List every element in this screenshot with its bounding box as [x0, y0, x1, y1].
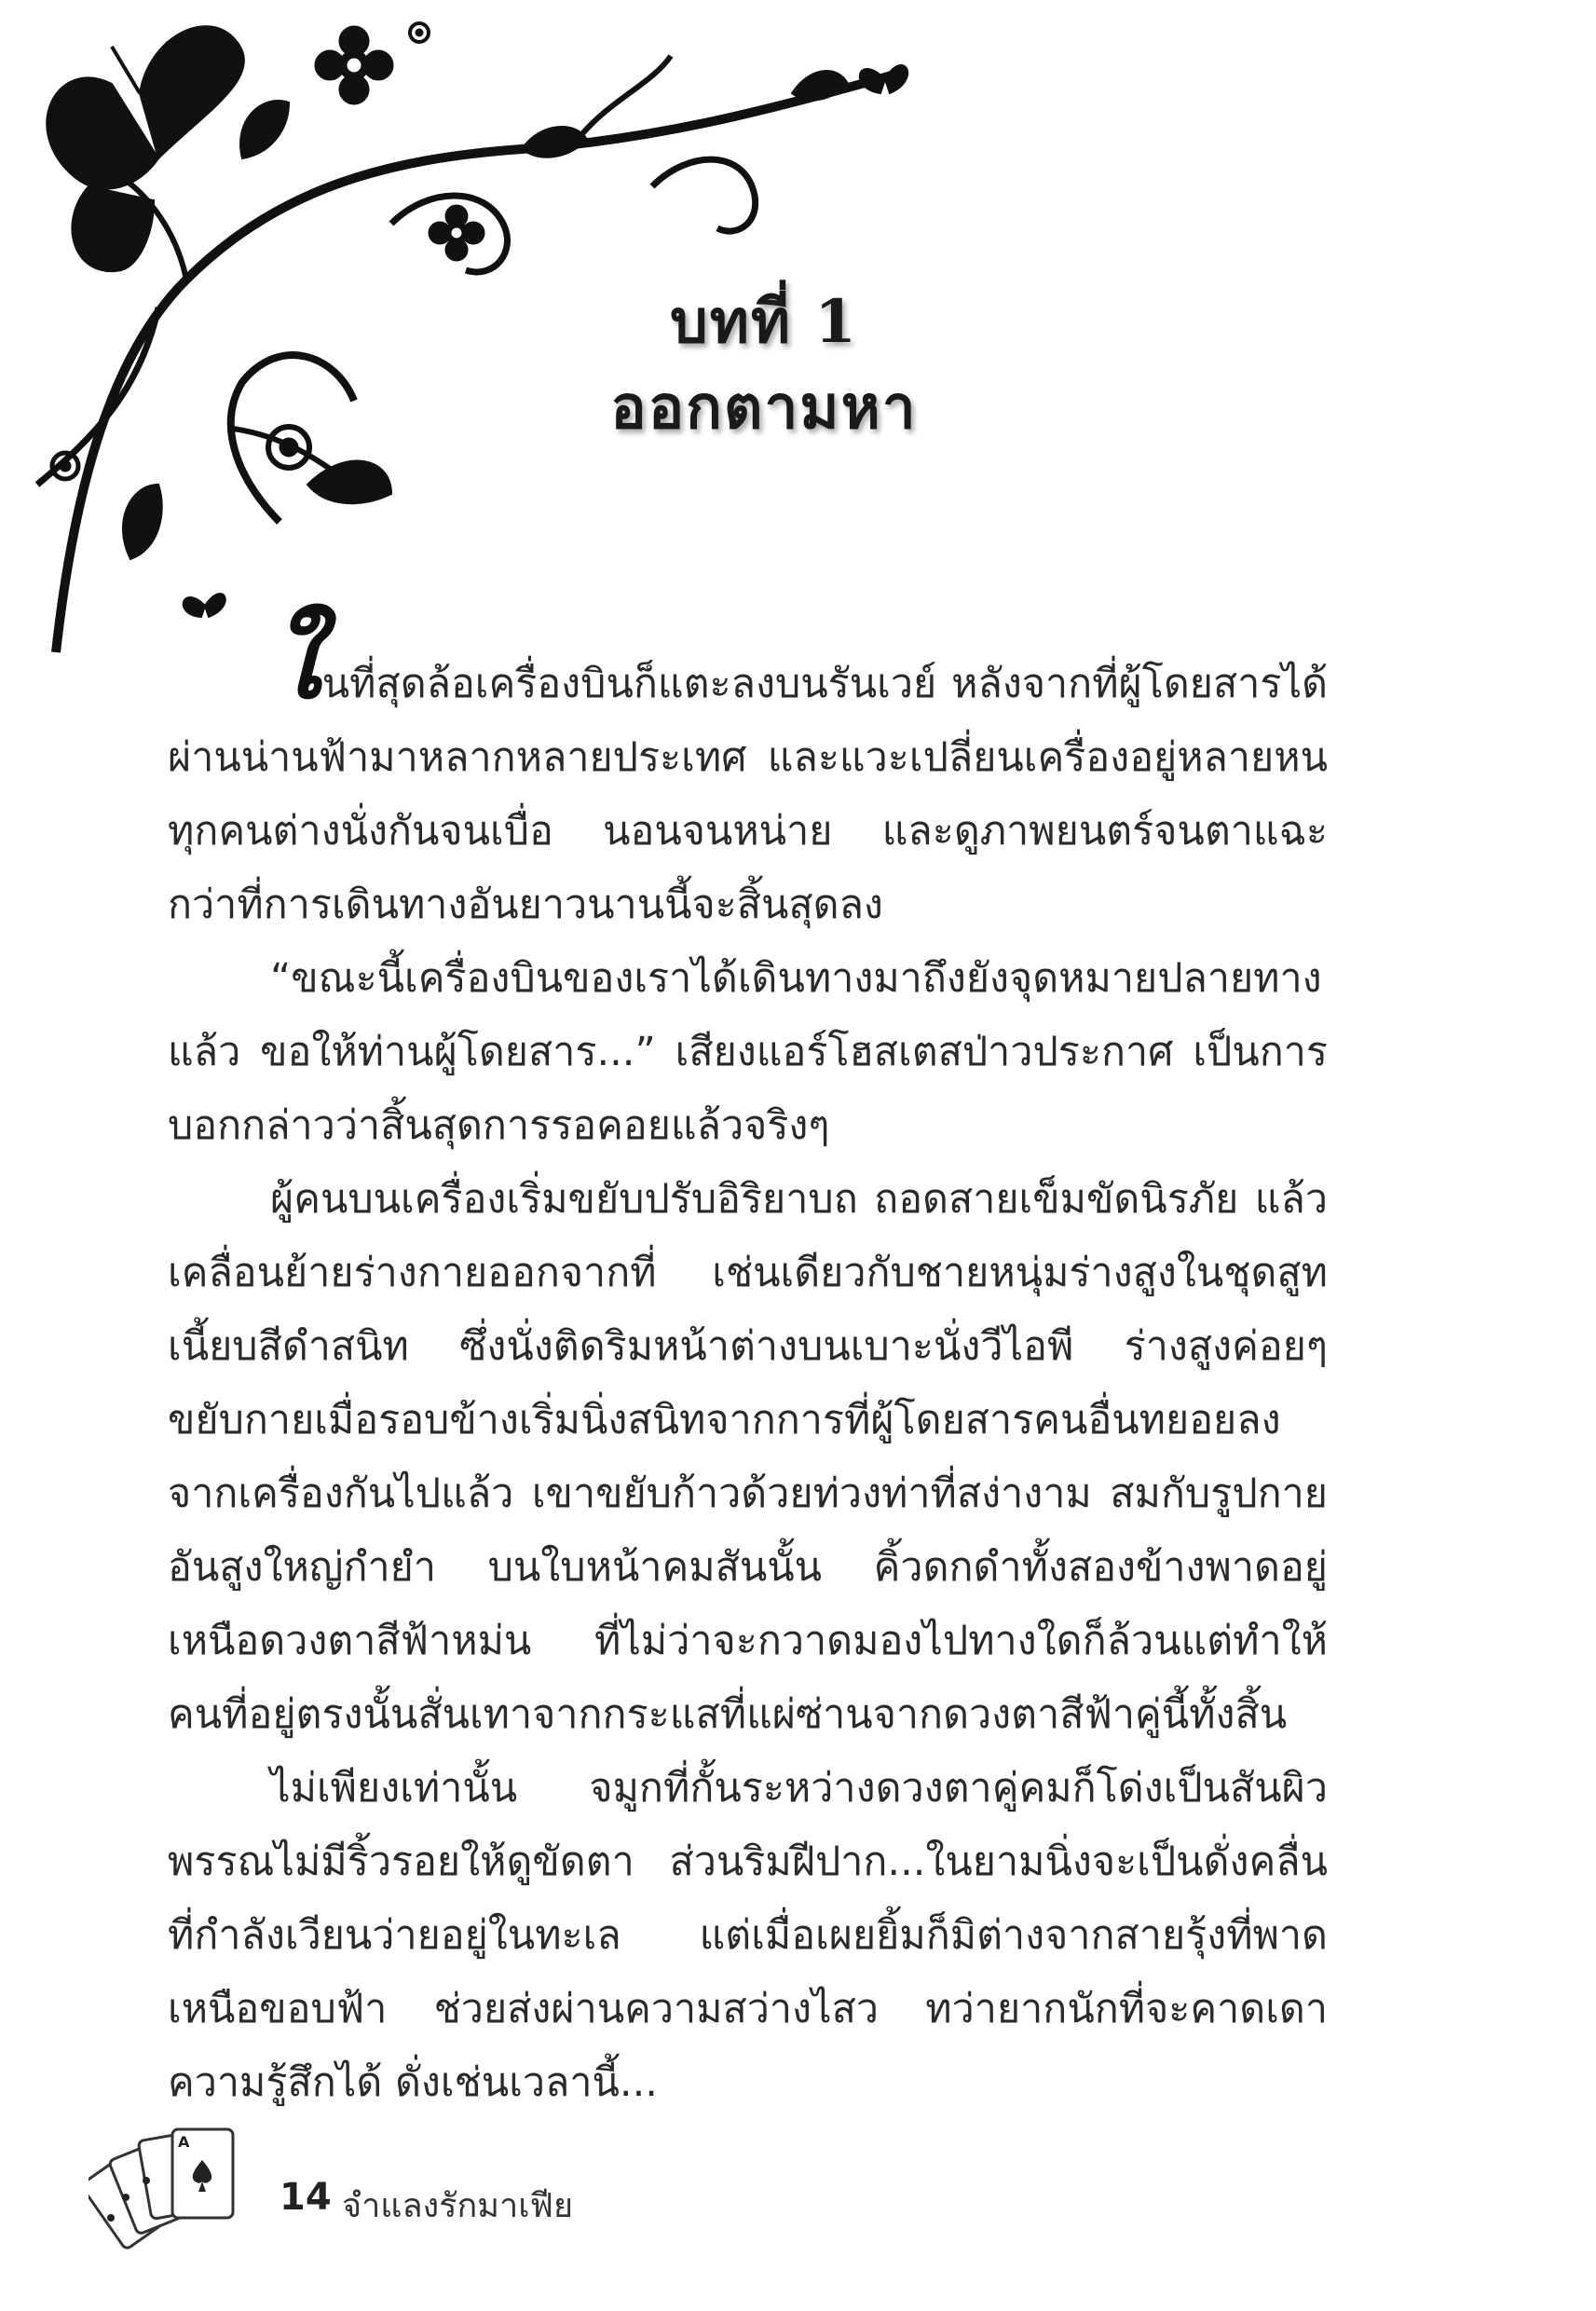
paragraph: [168, 601, 1328, 942]
page-footer: [89, 2115, 741, 2255]
paragraph: ผู้คนบนเครื่องเริ่มขยับปรับอิริยาบถ ถอดสายเข็มขัดนิรภัย แล้วเคลื่อนย้ายร่างกายออกจากที่ เช่นเดียวกับชายหนุ่มร่างสูงในชุดสูทเนี้ยบสีดำสนิท ซึ่งนั่งติดริมหน้าต่างบนเบาะนั่งวีไอพี ร่างสูงค่อยๆขยับกายเมื่อรอบข้างเริ่มนิ่งสนิทจากการที่ผู้โดยสารคนอื่นทยอยลงจากเครื่องกันไปแล้ว เขาขยับก้าวด้วยท่วงท่าที่สง่างาม สมกับรูปกายอันสูงใหญ่กำยำ บนใบหน้าคมสันนั้น คิ้วดกดำทั้งสองข้างพาดอยู่เหนือดวงตาสีฟ้าหม่น ที่ไม่ว่าจะกวาดมองไปทางใดก็ล้วนแต่ทำให้คนที่อยู่ตรงนั้นสั่นเทาจากกระแสที่แผ่ซ่านจากดวงตาสีฟ้าคู่นี้ทั้งสิ้น: [168, 1176, 1328, 1738]
svg-text:A: A: [178, 2133, 190, 2151]
paragraph: “ขณะนี้เครื่องบินของเราได้เดินทางมาถึงยังจุดหมายปลายทางแล้ว ขอให้ท่านผู้โดยสาร...” เสียงแอร์โฮสเตสป่าวประกาศ เป็นการบอกกล่าวว่าสิ้นสุดการรอคอยแล้วจริงๆ: [168, 955, 1328, 1149]
paragraph-text: นที่สุดล้อเครื่องบินก็แตะลงบนรันเวย์ หลังจากที่ผู้โดยสารได้ผ่านน่านฟ้ามาหลากหลายประเทศ และแวะเปลี่ยนเครื่องอยู่หลายหน ทุกคนต่างนั่งกันจนเบื่อ นอนจนหน่าย และดูภาพยนตร์จนตาแฉะ กว่าที่การเดินทางอันยาวนานนี้จะสิ้นสุดลง: [168, 661, 1328, 928]
page-number: 14: [280, 2176, 332, 2219]
playing-cards-icon: [89, 2115, 252, 2255]
chapter-title: ออกตามหา: [610, 373, 918, 443]
chapter-heading: [522, 280, 1006, 451]
paragraph: ไม่เพียงเท่านั้น จมูกที่กั้นระหว่างดวงตาคู่คมก็โด่งเป็นสันผิวพรรณไม่มีริ้วรอยให้ดูขัดตา ส่วนริมฝีปาก...ในยามนิ่งจะเป็นดั่งคลื่นที่กำลังเวียนว่ายอยู่ในทะเล แต่เมื่อเผยยิ้มก็มิต่างจากสายรุ้งที่พาดเหนือขอบฟ้า ช่วยส่งผ่านความสว่างไสว ทว่ายากนักที่จะคาดเดาความรู้สึกได้ ดั่งเช่นเวลานี้...: [168, 1765, 1328, 2106]
drop-cap: ใ: [270, 601, 321, 721]
chapter-body: [168, 601, 1328, 2120]
chapter-number: บทที่ 1: [670, 287, 858, 357]
book-title: จำแลงรักมาเฟีย: [342, 2187, 574, 2225]
